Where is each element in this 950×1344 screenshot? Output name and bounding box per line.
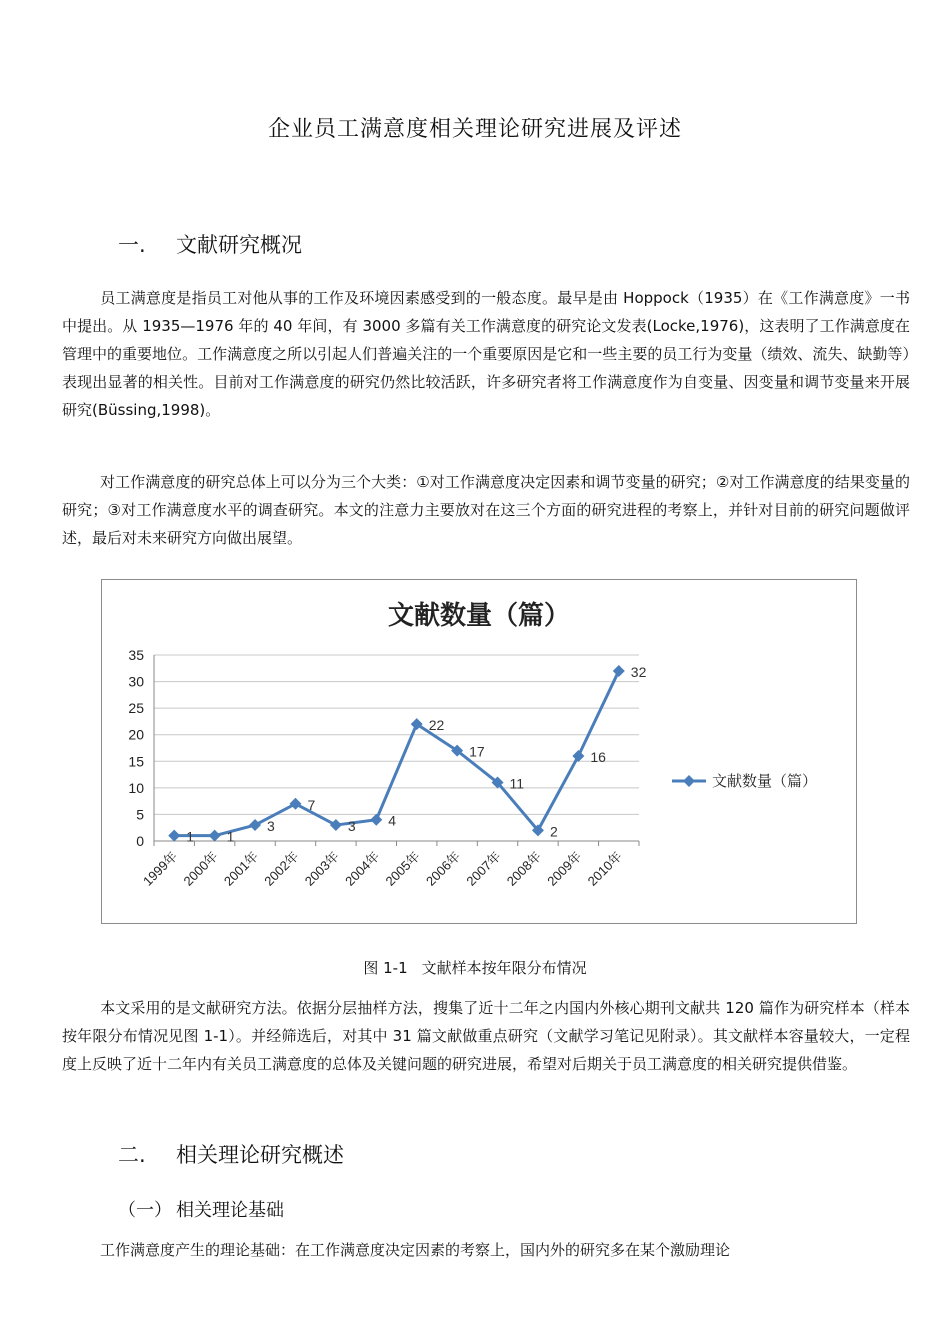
paragraph-text: 工作满意度产生的理论基础：在工作满意度决定因素的考察上，国内外的研究多在某个激励理论 (100, 1241, 731, 1259)
chart-figure (101, 579, 857, 924)
data-label: 22 (428, 717, 445, 734)
x-tick-label: 2008年 (503, 848, 545, 889)
series-line (174, 671, 619, 836)
data-label: 3 (267, 818, 275, 835)
subsection-title: 相关理论基础 (176, 1200, 284, 1221)
paragraph-4 (62, 1236, 910, 1264)
y-tick-label: 25 (128, 700, 144, 717)
data-label: 11 (509, 775, 525, 792)
data-label: 16 (590, 748, 606, 765)
x-tick-label: 2010年 (584, 848, 625, 889)
data-label: 17 (469, 743, 485, 760)
data-point (370, 814, 382, 826)
line-chart (102, 580, 856, 923)
caption-text: 文献样本按年限分布情况 (421, 959, 587, 977)
subsection-number: （一） (118, 1200, 172, 1221)
x-tick-label: 2000年 (180, 848, 221, 889)
chart-title: 文献数量（篇） (387, 601, 571, 631)
x-tick-label: 2007年 (463, 848, 504, 889)
data-point (289, 798, 301, 810)
legend-label: 文献数量（篇） (712, 773, 818, 790)
figure-number: 图 1-1 (363, 959, 408, 977)
data-point (572, 750, 584, 762)
data-point (168, 830, 180, 842)
y-tick-label: 20 (128, 726, 144, 743)
data-point (613, 665, 625, 677)
y-tick-label: 0 (136, 833, 144, 849)
y-tick-label: 10 (128, 779, 144, 796)
paragraph-text: 员工满意度是指员工对他从事的工作及环境因素感受到的一般态度。最早是由 Hoppock（1935）在《工作满意度》一书中提出。从 1935—1976 年的 40 年间，有 3000 多篇有关工作满意度的研究论文发表(Locke,1976)，这表明了工作满意度在管理中的重要地位。工作满意度之所以引起人们普遍关注的一个重要原因是它和一些主要的员工行为变量（绩效、流失、缺勤等）表现出显著的相关性。目前对工作满意度的研究仍然比较活跃，许多研究者将工作满意度作为自变量、因变量和调节变量来开展研究(Büssing,1998)。 (62, 289, 910, 419)
y-tick-label: 5 (136, 806, 144, 823)
data-point (249, 819, 261, 831)
document-title: 企业员工满意度相关理论研究进展及评述 (267, 117, 682, 142)
paragraph-1 (62, 284, 910, 424)
y-tick-label: 15 (128, 753, 144, 770)
figure-caption (0, 957, 950, 978)
section-heading-1 (118, 229, 302, 259)
paragraph-3 (62, 994, 910, 1078)
paragraph-2 (62, 468, 910, 552)
subsection-heading-1 (118, 1196, 284, 1222)
section-number: 二. (118, 1143, 146, 1167)
x-tick-label: 2003年 (301, 848, 342, 889)
data-label: 1 (186, 828, 195, 845)
data-label: 7 (307, 796, 316, 813)
section-heading-2 (118, 1139, 344, 1169)
paragraph-text: 本文采用的是文献研究方法。依据分层抽样方法，搜集了近十二年之内国内外核心期刊文献共 120 篇作为研究样本（样本按年限分布情况见图 1-1）。并经筛选后，对其中 31 篇文献做重点研究（文献学习笔记见附录）。其文献样本容量较大，一定程度上反映了近十二年内有关员工满意度的总体及关键问题的研究进展，希望对后期关于员工满意度的相关研究提供借鉴。 (62, 999, 910, 1073)
x-tick-label: 2009年 (544, 848, 585, 889)
data-label: 32 (630, 663, 647, 680)
data-point (209, 830, 221, 842)
data-label: 4 (388, 812, 397, 829)
data-label: 1 (226, 828, 235, 845)
x-tick-label: 2004年 (342, 848, 383, 889)
legend-marker (683, 775, 695, 787)
x-tick-label: 1999年 (140, 848, 181, 889)
section-title: 文献研究概况 (176, 233, 302, 257)
x-tick-label: 2005年 (382, 848, 423, 889)
data-point (330, 819, 342, 831)
data-label: 3 (347, 818, 356, 835)
y-tick-label: 30 (128, 673, 144, 690)
x-tick-label: 2002年 (261, 848, 302, 889)
section-title: 相关理论研究概述 (176, 1143, 344, 1167)
y-tick-label: 35 (128, 647, 144, 663)
section-number: 一. (118, 233, 146, 257)
x-tick-label: 2006年 (422, 848, 464, 889)
paragraph-text: 对工作满意度的研究总体上可以分为三个大类：①对工作满意度决定因素和调节变量的研究；②对工作满意度的结果变量的研究；③对工作满意度水平的调查研究。本文的注意力主要放对在这三个方面的研究进程的考察上，并针对目前的研究问题做评述，最后对未来研究方向做出展望。 (62, 473, 910, 547)
x-tick-label: 2001年 (220, 848, 262, 889)
data-label: 2 (549, 823, 558, 840)
